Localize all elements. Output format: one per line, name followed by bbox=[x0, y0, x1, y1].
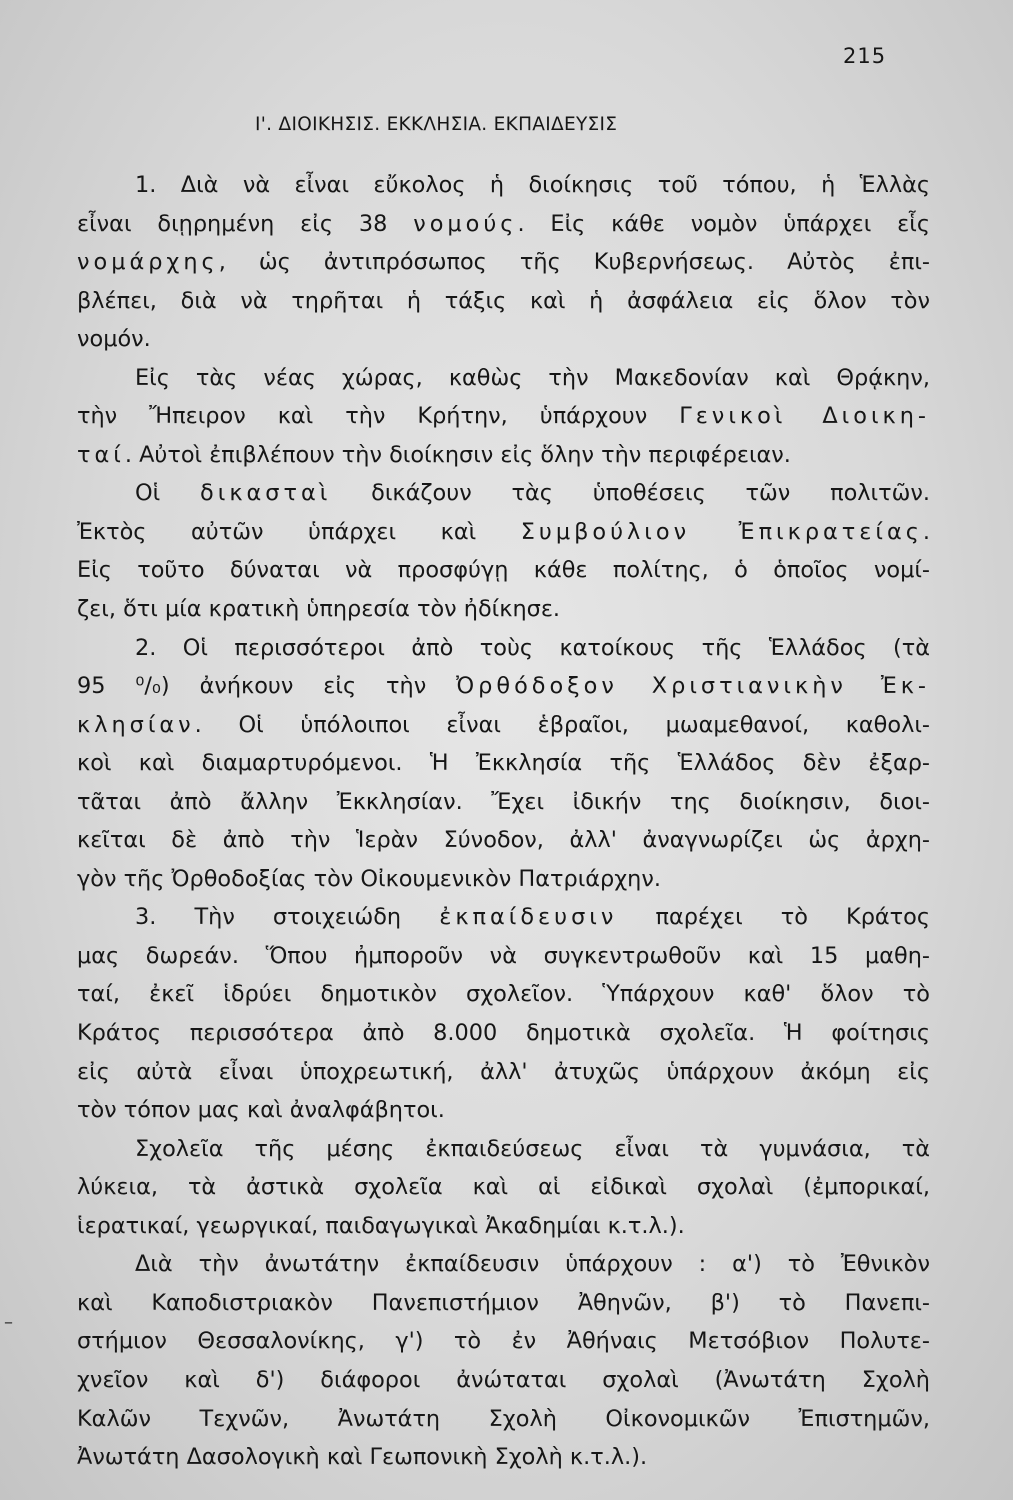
text-line bbox=[77, 744, 930, 783]
text-line bbox=[77, 783, 930, 822]
text-line bbox=[77, 667, 930, 706]
spaced-emphasis: ἐκπαίδευσιν bbox=[439, 904, 618, 931]
text-line bbox=[77, 320, 930, 359]
text-run: Εἰς τοῦτο δύναται νὰ προσφύγῃ κάθε πολίτης, ὁ ὁποῖος νομί- bbox=[77, 557, 930, 584]
text-line bbox=[77, 1361, 930, 1400]
text-line bbox=[77, 166, 930, 205]
spaced-emphasis: Γενικοὶ Διοικη- bbox=[679, 403, 930, 430]
text-run: δικάζουν τὰς ὑποθέσεις τῶν πολιτῶν. bbox=[331, 480, 930, 507]
text-run: Καλῶν Τεχνῶν, Ἀνωτάτη Σχολὴ Οἰκονομικῶν Ἐπιστημῶν, bbox=[77, 1405, 930, 1432]
spaced-emphasis: νομούς bbox=[413, 210, 518, 237]
spaced-emphasis: δικασταὶ bbox=[200, 480, 332, 507]
text-line bbox=[77, 243, 930, 282]
text-line bbox=[77, 1438, 930, 1477]
text-run: Εἰς τὰς νέας χώρας, καθὼς τὴν Μακεδονίαν καὶ Θρᾴκην, bbox=[135, 364, 930, 391]
text-line bbox=[77, 975, 930, 1014]
text-run: . Οἱ ὑπόλοιποι εἶναι ἑβραῖοι, μωαμεθανοί, καθολι- bbox=[194, 711, 930, 738]
text-line bbox=[77, 359, 930, 398]
text-run: τὴν Ἤπειρον καὶ τὴν Κρήτην, ὑπάρχουν bbox=[77, 403, 680, 430]
text-run: γὸν τῆς Ὀρθοδοξίας τὸν Οἰκουμενικὸν Πατριάρχην. bbox=[77, 865, 661, 892]
text-line bbox=[77, 898, 930, 937]
text-line bbox=[77, 1284, 930, 1323]
text-run: ἱερατικαί, γεωργικαί, παιδαγωγικαὶ Ἀκαδημίαι κ.τ.λ.). bbox=[77, 1212, 685, 1239]
text-line bbox=[77, 513, 930, 552]
paragraph bbox=[77, 898, 930, 1129]
margin-mark: – bbox=[4, 1312, 13, 1333]
text-line bbox=[77, 1053, 930, 1092]
paragraph bbox=[77, 629, 930, 899]
text-line bbox=[77, 1322, 930, 1361]
text-line bbox=[77, 1091, 930, 1130]
text-line bbox=[77, 551, 930, 590]
text-run: Οἱ bbox=[135, 480, 201, 507]
text-run: 95 ⁰/₀) ἀνήκουν εἰς τὴν bbox=[77, 673, 457, 700]
text-run: εἶναι διῃρημένη εἰς 38 bbox=[77, 210, 414, 237]
spaced-emphasis: ταί bbox=[77, 441, 125, 468]
text-run: στήμιον Θεσσαλονίκης, γ') τὸ ἐν Ἀθήναις Μετσόβιον Πολυτε- bbox=[77, 1328, 930, 1355]
text-line bbox=[77, 1130, 930, 1169]
text-run: Διὰ τὴν ἀνωτάτην ἐκπαίδευσιν ὑπάρχουν : α') τὸ Ἐθνικὸν bbox=[135, 1251, 930, 1278]
text-run: Σχολεῖα τῆς μέσης ἐκπαιδεύσεως εἶναι τὰ γυμνάσια, τὰ bbox=[135, 1135, 930, 1162]
spaced-emphasis: νομάρχης bbox=[77, 249, 219, 276]
spaced-emphasis: κλησίαν bbox=[77, 711, 195, 738]
text-run: ζει, ὅτι μία κρατικὴ ὑπηρεσία τὸν ἠδίκησε. bbox=[77, 596, 561, 623]
text-run: εἰς αὐτὰ εἶναι ὑποχρεωτική, ἀλλ' ἀτυχῶς ὑπάρχουν ἀκόμη εἰς bbox=[77, 1058, 930, 1085]
spaced-emphasis: Ὀρθόδοξον Χριστιανικὴν Ἐκ- bbox=[456, 673, 930, 700]
text-run: τᾶται ἀπὸ ἄλλην Ἐκκλησίαν. Ἔχει ἰδικήν της διοίκησιν, διοι- bbox=[77, 788, 930, 815]
paragraph bbox=[77, 474, 930, 628]
text-run: βλέπει, διὰ νὰ τηρῆται ἡ τάξις καὶ ἡ ἀσφάλεια εἰς ὅλον τὸν bbox=[77, 287, 930, 314]
section-title: Ι'. ΔΙΟΙΚΗΣΙΣ. ΕΚΚΛΗΣΙΑ. ΕΚΠΑΙΔΕΥΣΙΣ bbox=[255, 114, 618, 135]
text-line bbox=[77, 590, 930, 629]
text-line bbox=[77, 1207, 930, 1246]
text-run: . Αὐτοὶ ἐπιβλέπουν τὴν διοίκησιν εἰς ὅλην τὴν περιφέρειαν. bbox=[124, 441, 791, 468]
text-run: . bbox=[922, 518, 930, 545]
text-run: ταί, ἐκεῖ ἱδρύει δημοτικὸν σχολεῖον. Ὑπάρχουν καθ' ὅλον τὸ bbox=[77, 981, 930, 1008]
text-run: , ὡς ἀντιπρόσωπος τῆς Κυβερνήσεως. Αὐτὸς ἐπι- bbox=[218, 249, 930, 276]
text-run: . Εἰς κάθε νομὸν ὑπάρχει εἷς bbox=[517, 210, 930, 237]
text-run: νομόν. bbox=[77, 326, 151, 353]
text-line bbox=[77, 821, 930, 860]
text-run: καὶ Καποδιστριακὸν Πανεπιστήμιον Ἀθηνῶν, β') τὸ Πανεπι- bbox=[77, 1289, 930, 1316]
paragraph bbox=[77, 359, 930, 475]
page-number: 215 bbox=[843, 44, 887, 68]
text-line bbox=[77, 436, 930, 475]
body-text bbox=[77, 166, 930, 1477]
text-line bbox=[77, 1168, 930, 1207]
text-line bbox=[77, 937, 930, 976]
text-line bbox=[77, 1400, 930, 1439]
text-run: λύκεια, τὰ ἀστικὰ σχολεῖα καὶ αἱ εἰδικαὶ σχολαὶ (ἐμπορικαί, bbox=[77, 1174, 930, 1201]
text-run: παρέχει τὸ Κράτος bbox=[617, 904, 930, 931]
text-line bbox=[77, 1014, 930, 1053]
text-run: Κράτος περισσότερα ἀπὸ 8.000 δημοτικὰ σχολεῖα. Ἡ φοίτησις bbox=[77, 1020, 930, 1047]
text-run: χνεῖον καὶ δ') διάφοροι ἀνώταται σχολαὶ (Ἀνωτάτη Σχολὴ bbox=[77, 1366, 930, 1393]
spaced-emphasis: Συμβούλιον Ἐπικρατείας bbox=[520, 518, 923, 545]
paragraph bbox=[77, 1245, 930, 1476]
text-line bbox=[77, 282, 930, 321]
text-run: κοὶ καὶ διαμαρτυρόμενοι. Ἡ Ἐκκλησία τῆς Ἑλλάδος δὲν ἐξαρ- bbox=[77, 750, 930, 777]
text-line bbox=[77, 629, 930, 668]
text-line bbox=[77, 1245, 930, 1284]
text-run: κεῖται δὲ ἀπὸ τὴν Ἱερὰν Σύνοδον, ἀλλ' ἀναγνωρίζει ὡς ἀρχη- bbox=[77, 827, 930, 854]
text-run: 1. Διὰ νὰ εἶναι εὔκολος ἡ διοίκησις τοῦ τόπου, ἡ Ἑλλὰς bbox=[135, 172, 930, 198]
text-run: Ἀνωτάτη Δασολογικὴ καὶ Γεωπονικὴ Σχολὴ κ.τ.λ.). bbox=[77, 1444, 648, 1471]
text-run: τὸν τόπον μας καὶ ἀναλφάβητοι. bbox=[77, 1097, 445, 1124]
paragraph bbox=[77, 166, 930, 359]
text-line bbox=[77, 706, 930, 745]
text-line bbox=[77, 205, 930, 244]
text-run: 3. Τὴν στοιχειώδη bbox=[135, 904, 440, 931]
paragraph bbox=[77, 1130, 930, 1246]
text-run: Ἐκτὸς αὐτῶν ὑπάρχει καὶ bbox=[77, 518, 521, 545]
text-run: μας δωρεάν. Ὅπου ἠμποροῦν νὰ συγκεντρωθοῦν καὶ 15 μαθη- bbox=[77, 942, 930, 969]
text-line bbox=[77, 397, 930, 436]
text-line bbox=[77, 860, 930, 899]
text-line bbox=[77, 474, 930, 513]
text-run: 2. Οἱ περισσότεροι ἀπὸ τοὺς κατοίκους τῆς Ἑλλάδος (τὰ bbox=[135, 634, 930, 661]
